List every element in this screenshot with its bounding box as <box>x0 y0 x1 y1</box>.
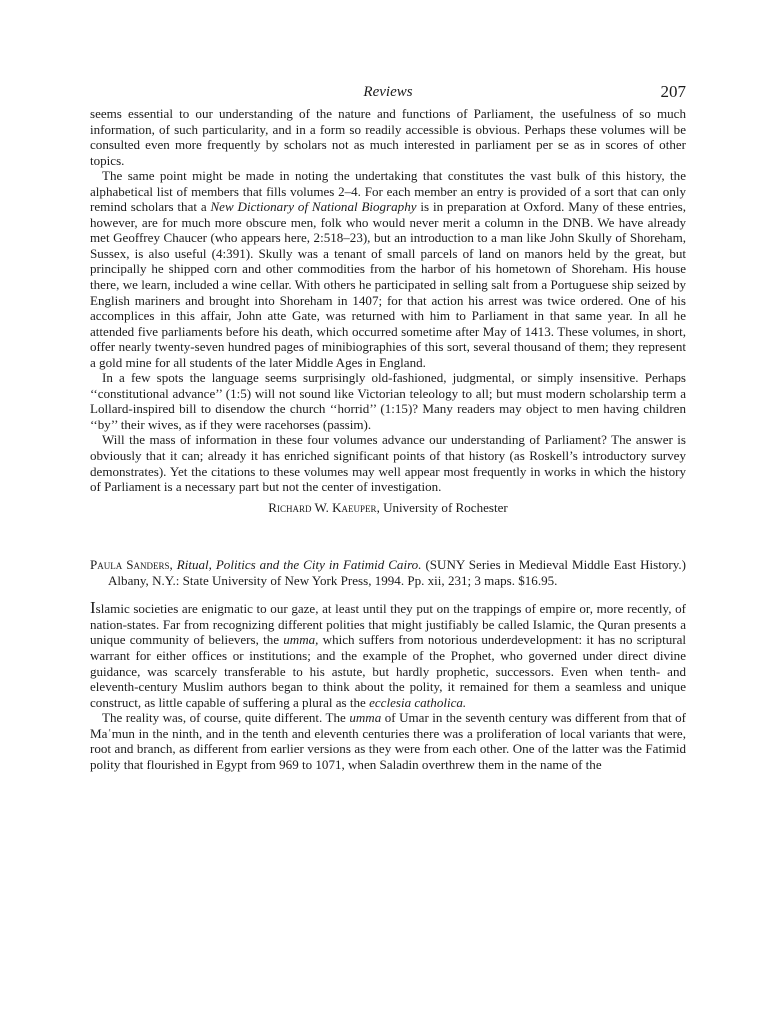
text-run: is in preparation at Oxford. Many of these entries, however, are for much more obscure men, folk who would never merit a column in the DNB. We have already met Geoffrey Chaucer (who appears here, 2:518–23), but an introduction to a man like John Skully of Shoreham, Sussex, is also useful (4:391). Skully was a tenant of small parcels of land on manors held by the great, but principally he shipped corn and other commodities from the harbor of his hometown of Shoreham. His house there, we learn, included a wine cellar. With others he participated in selling salt from a Portuguese ship seized by English mariners and brought into Shoreham in 1407; for that action his arrest was twice ordered. One of his accomplices in this affair, John atte Gate, was returned with him to Parliament in that same year. In all he attended five parliaments before his death, which occurred sometime after May of 1413. These volumes, in short, offer nearly twenty-seven hundred pages of minibiographies of this sort, several thousand of them; they represent a gold mine for all students of the later Middle Ages in England. <box>90 199 686 370</box>
paragraph <box>90 168 686 370</box>
review-sanders <box>90 600 686 772</box>
text-run: , <box>169 557 177 573</box>
text-run: which suffers from notorious underdevelopment: it has no scriptural warrant for either offices or institutions; and the example of the Prophet, who governed under direct divine guidance, was scarcely transferable to his astute, but hardly prophetic, successors. Even when tenth- and eleventh-century Muslim authors began to think about the polity, it remained for them a seamless and unique construct, as little capable of suffering a plural as the <box>90 632 686 710</box>
paragraph: seems essential to our understanding of the nature and functions of Parliament, the usefulness of so much information, of such particularity, and in a form so readily accessible is obvious. Perhaps these volumes will be consulted even more frequently by scholars not as much interested in parliament per se as in scores of other topics. <box>90 106 686 168</box>
text-run: The reality was, of course, quite different. The <box>102 710 350 726</box>
italic-term: ecclesia catholica. <box>369 694 467 710</box>
initial-letter: I <box>90 598 96 618</box>
paragraph <box>90 600 686 710</box>
paragraph: In a few spots the language seems surprisingly old-fashioned, judgmental, or simply insensitive. Perhaps ‘‘constitutional advance’’ (1:5) will not sound like Victorian teleology to all; but must modern scholarship term a Lollard-inspired bill to disendow the church ‘‘horrid’’ (1:15)? Many readers may object to men having children ‘‘by’’ their wives, as if they were racehorses (passim). <box>90 370 686 432</box>
paragraph: Will the mass of information in these four volumes advance our understanding of Parliament? The answer is obviously that it can; already it has enriched significant points of that history (as Roskell’s introductory survey demonstrates). Yet the citations to these volumes may well appear most frequently in works in which the history of Parliament is a necessary part but not the center of investigation. <box>90 432 686 495</box>
running-header <box>90 84 686 106</box>
italic-title: New Dictionary of National Biography <box>210 199 417 215</box>
italic-term: umma, <box>283 632 319 648</box>
page <box>90 84 686 772</box>
page-number: 207 <box>660 82 686 101</box>
book-citation <box>90 557 686 588</box>
publication-details: (SUNY Series in Medieval Middle East History.) Albany, N.Y.: State University of New York Press, 1994. Pp. xii, 231; 3 maps. $16.95. <box>108 557 686 588</box>
italic-term: umma <box>349 710 382 726</box>
reviewer-name: Richard W. Kaeuper <box>268 499 377 515</box>
paragraph <box>90 710 686 772</box>
running-title: Reviews <box>363 84 413 100</box>
book-author: Paula Sanders <box>90 557 170 573</box>
reviewer-affiliation: , University of Rochester <box>376 499 508 515</box>
text-run: of Umar in the seventh century was different from that of Maʿmun in the ninth, and in the tenth and eleventh centuries there was a proliferation of local variants that were, root and branch, as different from earlier versions as they were from each other. One of the latter was the Fatimid polity that flourished in Egypt from 969 to 1071, when Saladin overthrew them in the name of the <box>90 710 686 772</box>
text-run: The same point might be made in noting the undertaking that constitutes the vast bulk of this history, the alphabetical list of members that fills volumes 2–4. For each member an entry is provided of a sort that can only remind scholars that a <box>90 168 686 215</box>
reviewer-signature <box>90 500 686 516</box>
text-run: slamic societies are enigmatic to our gaze, at least until they put on the trappings of empire or, more recently, of nation-states. Far from recognizing different polities that might justifiably be called Islamic, the Quran presents a unique community of believers, the <box>90 601 686 648</box>
book-title: Ritual, Politics and the City in Fatimid Cairo. <box>176 557 422 573</box>
review-kaeuper <box>90 106 686 515</box>
